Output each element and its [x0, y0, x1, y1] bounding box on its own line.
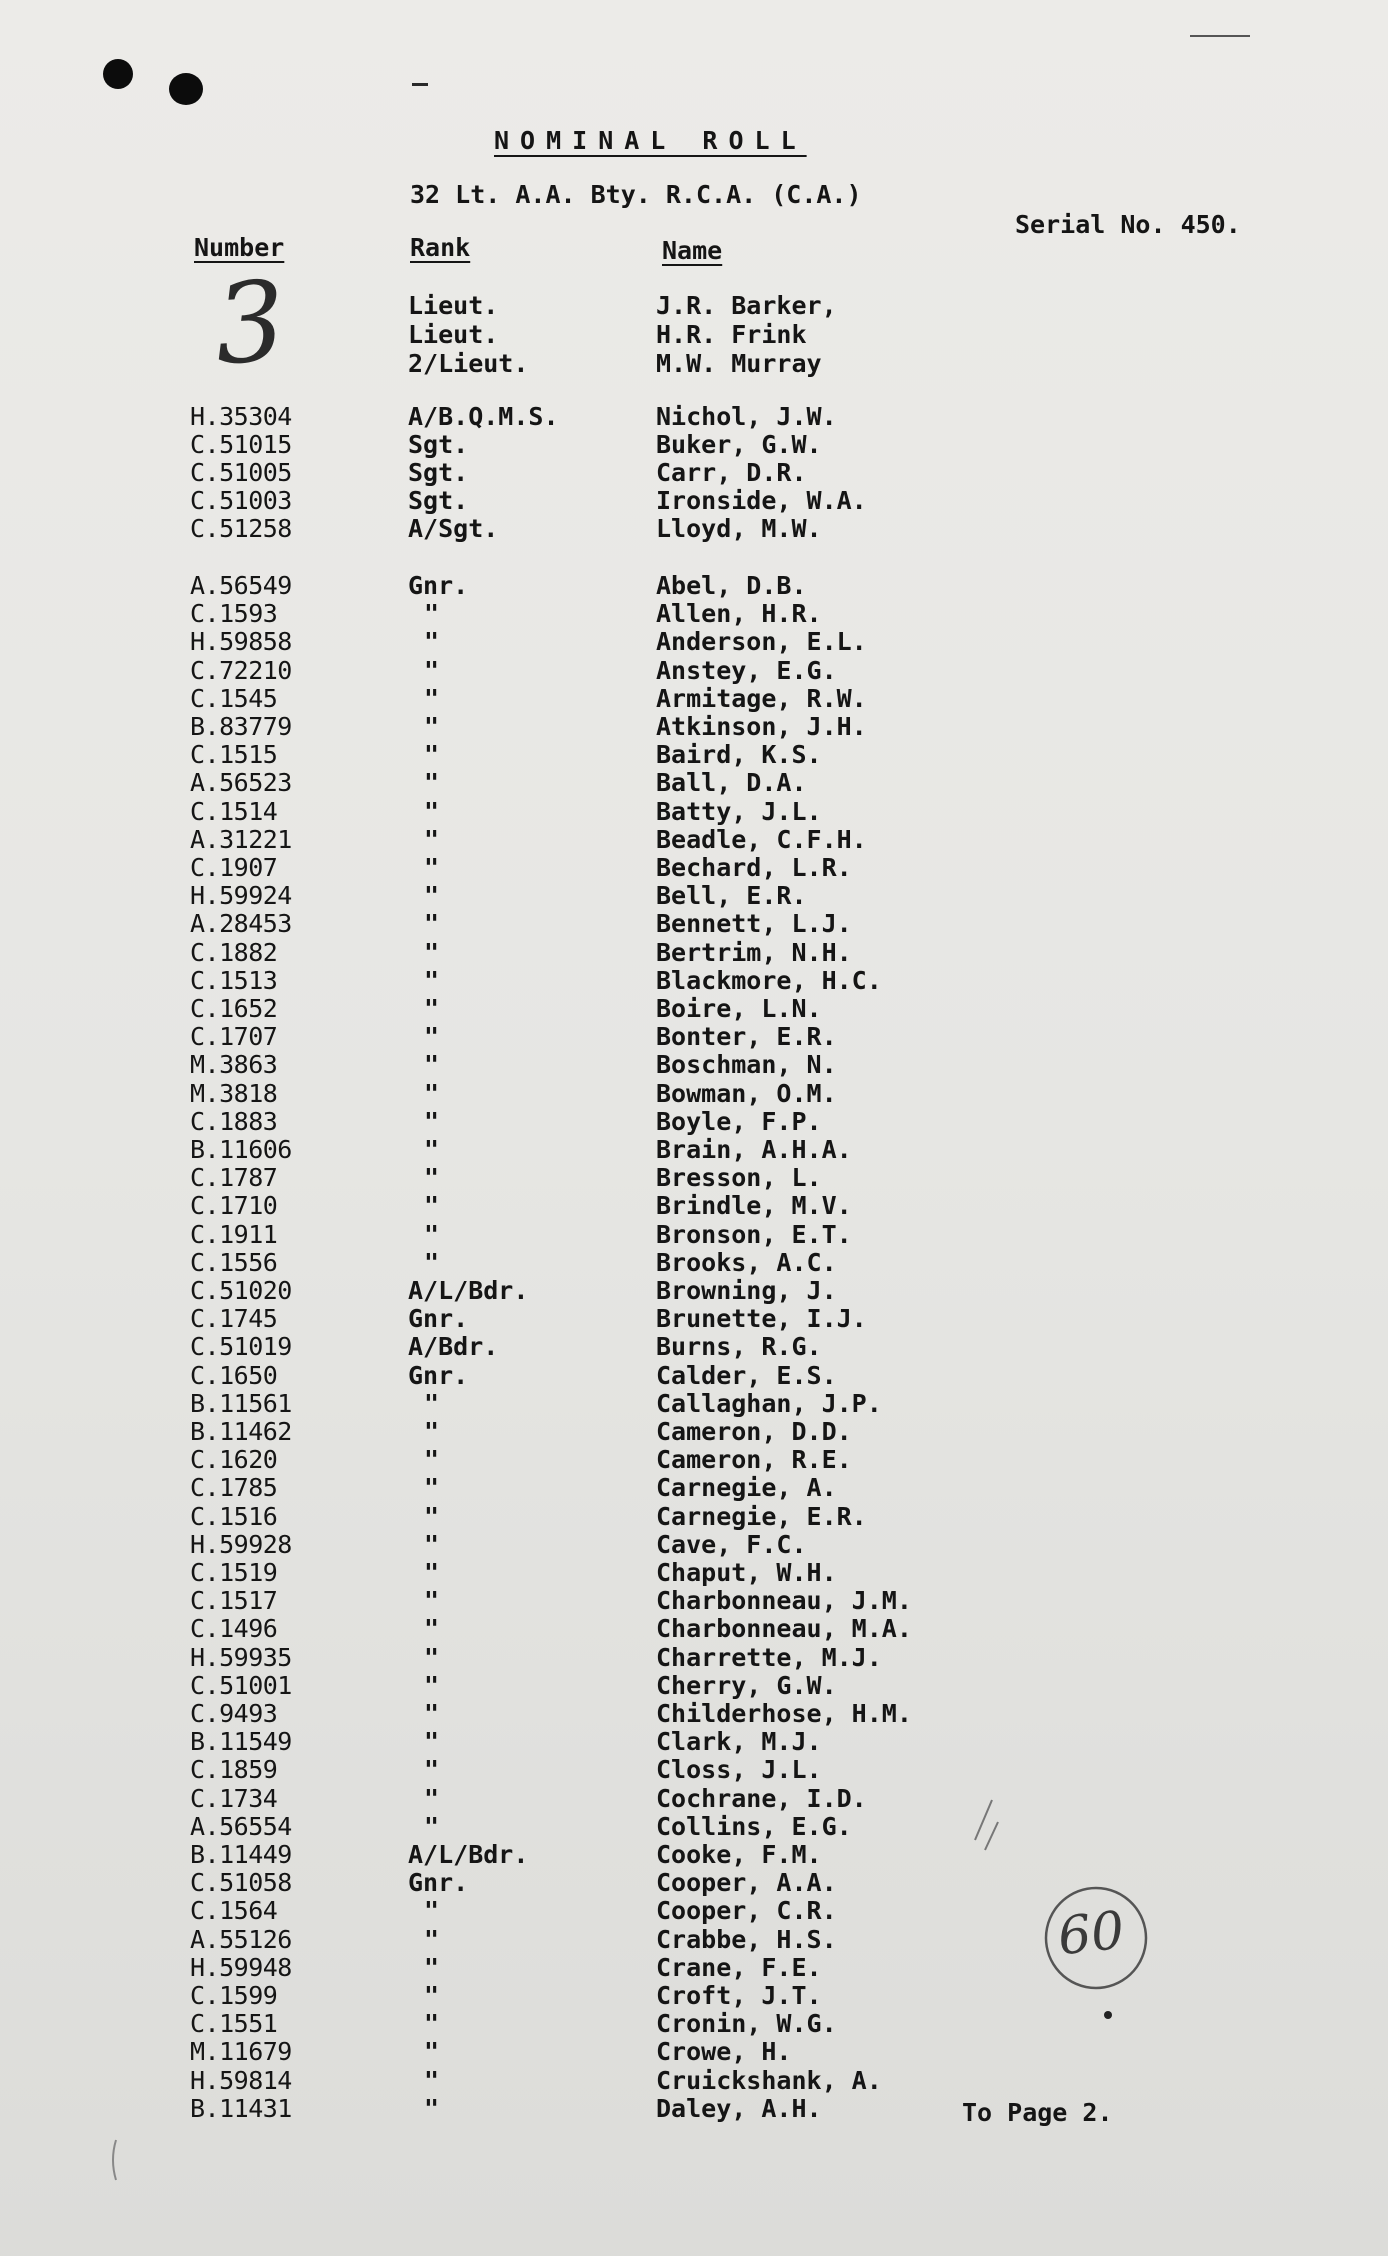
rank: ": [424, 740, 440, 769]
soldier-name: Charrette, M.J.: [656, 1643, 882, 1672]
soldier-name: Clark, M.J.: [656, 1727, 822, 1756]
soldier-name: Batty, J.L.: [656, 797, 822, 826]
service-number: C.1745: [190, 1304, 278, 1333]
rank: ": [424, 2037, 440, 2066]
soldier-name: Anstey, E.G.: [656, 656, 837, 685]
soldier-name: Bertrim, N.H.: [656, 938, 852, 967]
column-header-name: Name: [662, 236, 723, 265]
rank: ": [424, 1953, 440, 1982]
soldier-name: Callaghan, J.P.: [656, 1389, 882, 1418]
roll-entry: [0, 1305, 1388, 1333]
rank: ": [424, 1502, 440, 1531]
roll-entry: [0, 1192, 1388, 1220]
rank: ": [424, 1163, 440, 1192]
service-number: C.1599: [190, 1981, 278, 2010]
roll-entry: [0, 1785, 1388, 1813]
service-number: B.83779: [190, 712, 292, 741]
soldier-name: Bonter, E.R.: [656, 1022, 837, 1051]
rank: Lieut.: [408, 291, 499, 320]
roll-entry: [0, 657, 1388, 685]
soldier-name: Crowe, H.: [656, 2037, 792, 2066]
rank: Sgt.: [408, 430, 469, 459]
soldier-name: Closs, J.L.: [656, 1755, 822, 1784]
soldier-name: Browning, J.: [656, 1276, 837, 1305]
soldier-name: Daley, A.H.: [656, 2094, 822, 2123]
service-number: C.1785: [190, 1473, 278, 1502]
service-number: C.51001: [190, 1671, 292, 1700]
soldier-name: Crabbe, H.S.: [656, 1925, 837, 1954]
rank: Gnr.: [408, 1868, 469, 1897]
service-number: B.11462: [190, 1417, 292, 1446]
roll-entry: [0, 1531, 1388, 1559]
soldier-name: Bresson, L.: [656, 1163, 822, 1192]
roll-entry: [0, 1474, 1388, 1502]
soldier-name: Boyle, F.P.: [656, 1107, 822, 1136]
service-number: C.1652: [190, 994, 278, 1023]
service-number: C.1911: [190, 1220, 278, 1249]
handwritten-officer-count: 3: [210, 256, 290, 390]
service-number: C.51019: [190, 1332, 292, 1361]
roll-entry: [0, 350, 1388, 378]
soldier-name: Carr, D.R.: [656, 458, 807, 487]
rank: ": [424, 853, 440, 882]
soldier-name: Boschman, N.: [656, 1050, 837, 1079]
rank: Sgt.: [408, 458, 469, 487]
soldier-name: Brooks, A.C.: [656, 1248, 837, 1277]
roll-entry: [0, 487, 1388, 515]
soldier-name: Ball, D.A.: [656, 768, 807, 797]
soldier-name: Brindle, M.V.: [656, 1191, 852, 1220]
service-number: C.51058: [190, 1868, 292, 1897]
service-number: C.1710: [190, 1191, 278, 1220]
rank: ": [424, 599, 440, 628]
roll-entry: [0, 1756, 1388, 1784]
rank: ": [424, 712, 440, 741]
service-number: H.35304: [190, 402, 292, 431]
rank: ": [424, 1220, 440, 1249]
rank: Gnr.: [408, 571, 469, 600]
service-number: H.59935: [190, 1643, 292, 1672]
soldier-name: Cronin, W.G.: [656, 2009, 837, 2038]
roll-entry: [0, 2038, 1388, 2066]
soldier-name: Bronson, E.T.: [656, 1220, 852, 1249]
soldier-name: Beadle, C.F.H.: [656, 825, 867, 854]
roll-entry: [0, 826, 1388, 854]
service-number: C.1516: [190, 1502, 278, 1531]
roll-entry: [0, 1982, 1388, 2010]
roll-entry: [0, 1897, 1388, 1925]
service-number: C.1515: [190, 740, 278, 769]
soldier-name: Childerhose, H.M.: [656, 1699, 912, 1728]
service-number: C.9493: [190, 1699, 278, 1728]
roll-entry: [0, 995, 1388, 1023]
rank: ": [424, 1896, 440, 1925]
soldier-name: Collins, E.G.: [656, 1812, 852, 1841]
soldier-name: Anderson, E.L.: [656, 627, 867, 656]
soldier-name: Crane, F.E.: [656, 1953, 822, 1982]
soldier-name: Carnegie, E.R.: [656, 1502, 867, 1531]
service-number: A.31221: [190, 825, 292, 854]
roll-entry: [0, 1587, 1388, 1615]
rank: A/L/Bdr.: [408, 1840, 529, 1869]
roll-entry: [0, 1023, 1388, 1051]
rank: Sgt.: [408, 486, 469, 515]
service-number: C.1513: [190, 966, 278, 995]
soldier-name: Nichol, J.W.: [656, 402, 837, 431]
rank: A/B.Q.M.S.: [408, 402, 559, 431]
rank: A/Bdr.: [408, 1332, 499, 1361]
service-number: C.1564: [190, 1896, 278, 1925]
roll-entry: [0, 1672, 1388, 1700]
roll-entry: [0, 1080, 1388, 1108]
soldier-name: J.R. Barker,: [656, 291, 837, 320]
rank: ": [424, 2094, 440, 2123]
roll-entry: [0, 769, 1388, 797]
service-number: C.1514: [190, 797, 278, 826]
continuation-note: To Page 2.: [962, 2098, 1113, 2127]
service-number: H.59814: [190, 2066, 292, 2095]
roll-entry: [0, 1277, 1388, 1305]
roll-entry: [0, 1418, 1388, 1446]
service-number: B.11431: [190, 2094, 292, 2123]
rank: ": [424, 1643, 440, 1672]
roll-entry: [0, 1954, 1388, 1982]
soldier-name: Abel, D.B.: [656, 571, 807, 600]
rank: ": [424, 1699, 440, 1728]
service-number: M.3863: [190, 1050, 278, 1079]
rank: ": [424, 1784, 440, 1813]
rank: ": [424, 1135, 440, 1164]
service-number: C.1734: [190, 1784, 278, 1813]
service-number: B.11561: [190, 1389, 292, 1418]
roll-entry: [0, 2067, 1388, 2095]
rank: ": [424, 1022, 440, 1051]
rank: A/L/Bdr.: [408, 1276, 529, 1305]
service-number: C.1787: [190, 1163, 278, 1192]
service-number: H.59858: [190, 627, 292, 656]
service-number: C.1859: [190, 1755, 278, 1784]
roll-entry: [0, 967, 1388, 995]
service-number: C.1496: [190, 1614, 278, 1643]
roll-entry: [0, 1869, 1388, 1897]
soldier-name: Charbonneau, J.M.: [656, 1586, 912, 1615]
roll-entry: [0, 2010, 1388, 2038]
soldier-name: Atkinson, J.H.: [656, 712, 867, 741]
rank: ": [424, 684, 440, 713]
rank: ": [424, 1981, 440, 2010]
soldier-name: Ironside, W.A.: [656, 486, 867, 515]
soldier-name: Boire, L.N.: [656, 994, 822, 1023]
rank: ": [424, 627, 440, 656]
rank: ": [424, 1445, 440, 1474]
roll-entry: [0, 2095, 1388, 2123]
soldier-name: Carnegie, A.: [656, 1473, 837, 1502]
soldier-name: Blackmore, H.C.: [656, 966, 882, 995]
service-number: C.51003: [190, 486, 292, 515]
roll-entry: [0, 939, 1388, 967]
soldier-name: Croft, J.T.: [656, 1981, 822, 2010]
soldier-name: Chaput, W.H.: [656, 1558, 837, 1587]
rank: ": [424, 909, 440, 938]
service-number: C.1883: [190, 1107, 278, 1136]
service-number: C.1907: [190, 853, 278, 882]
roll-entry: [0, 1644, 1388, 1672]
rank: ": [424, 881, 440, 910]
rank: ": [424, 825, 440, 854]
roll-entry: [0, 1051, 1388, 1079]
rank: ": [424, 1248, 440, 1277]
column-header-number: Number: [194, 233, 285, 262]
rank: Gnr.: [408, 1361, 469, 1390]
service-number: C.1650: [190, 1361, 278, 1390]
roll-entry: [0, 459, 1388, 487]
rank: ": [424, 966, 440, 995]
roll-entry: [0, 600, 1388, 628]
roll-entry: [0, 321, 1388, 349]
roll-entry: [0, 1221, 1388, 1249]
roll-entry: [0, 515, 1388, 543]
rank: ": [424, 938, 440, 967]
service-number: C.1519: [190, 1558, 278, 1587]
rank: ": [424, 1417, 440, 1446]
service-number: B.11606: [190, 1135, 292, 1164]
service-number: C.51015: [190, 430, 292, 459]
roll-entry: [0, 1446, 1388, 1474]
roll-entry: [0, 1615, 1388, 1643]
rank: ": [424, 2009, 440, 2038]
service-number: A.28453: [190, 909, 292, 938]
rank: ": [424, 797, 440, 826]
column-header-rank: Rank: [410, 233, 471, 262]
roll-entry: [0, 1362, 1388, 1390]
rank: ": [424, 1755, 440, 1784]
service-number: H.59924: [190, 881, 292, 910]
rank: ": [424, 1558, 440, 1587]
handwritten-folio-number: 60: [1055, 1900, 1128, 1968]
soldier-name: Cochrane, I.D.: [656, 1784, 867, 1813]
rank: ": [424, 1671, 440, 1700]
service-number: H.59928: [190, 1530, 292, 1559]
rank: Lieut.: [408, 320, 499, 349]
serial-number: Serial No. 450.: [1015, 210, 1241, 239]
soldier-name: Lloyd, M.W.: [656, 514, 822, 543]
service-number: B.11449: [190, 1840, 292, 1869]
service-number: C.1551: [190, 2009, 278, 2038]
soldier-name: Charbonneau, M.A.: [656, 1614, 912, 1643]
rank: 2/Lieut.: [408, 349, 529, 378]
soldier-name: Calder, E.S.: [656, 1361, 837, 1390]
rank: ": [424, 1389, 440, 1418]
service-number: M.11679: [190, 2037, 292, 2066]
roll-entry: [0, 685, 1388, 713]
soldier-name: Bechard, L.R.: [656, 853, 852, 882]
service-number: C.72210: [190, 656, 292, 685]
roll-entry: [0, 882, 1388, 910]
service-number: A.55126: [190, 1925, 292, 1954]
roll-entry: [0, 292, 1388, 320]
soldier-name: Burns, R.G.: [656, 1332, 822, 1361]
rank: A/Sgt.: [408, 514, 499, 543]
soldier-name: Cameron, D.D.: [656, 1417, 852, 1446]
rank: ": [424, 1727, 440, 1756]
rank: ": [424, 1473, 440, 1502]
soldier-name: Brunette, I.J.: [656, 1304, 867, 1333]
service-number: C.1707: [190, 1022, 278, 1051]
rank: ": [424, 994, 440, 1023]
rank: ": [424, 1586, 440, 1615]
service-number: C.1545: [190, 684, 278, 713]
rank: ": [424, 2066, 440, 2095]
roll-entry: [0, 713, 1388, 741]
service-number: C.51020: [190, 1276, 292, 1305]
rank: ": [424, 1191, 440, 1220]
rank: Gnr.: [408, 1304, 469, 1333]
roll-entry: [0, 854, 1388, 882]
soldier-name: Cruickshank, A.: [656, 2066, 882, 2095]
rank: ": [424, 1925, 440, 1954]
soldier-name: M.W. Murray: [656, 349, 822, 378]
soldier-name: Bennett, L.J.: [656, 909, 852, 938]
soldier-name: H.R. Frink: [656, 320, 807, 349]
soldier-name: Buker, G.W.: [656, 430, 822, 459]
service-number: C.1517: [190, 1586, 278, 1615]
roll-entry: [0, 910, 1388, 938]
service-number: C.51258: [190, 514, 292, 543]
soldier-name: Allen, H.R.: [656, 599, 822, 628]
roll-entry: [0, 628, 1388, 656]
service-number: H.59948: [190, 1953, 292, 1982]
roll-entry: [0, 741, 1388, 769]
soldier-name: Cameron, R.E.: [656, 1445, 852, 1474]
roll-entry: [0, 1813, 1388, 1841]
roll-entry: [0, 572, 1388, 600]
soldier-name: Bell, E.R.: [656, 881, 807, 910]
rank: ": [424, 1079, 440, 1108]
roll-entry: [0, 1108, 1388, 1136]
service-number: A.56549: [190, 571, 292, 600]
roll-entry: [0, 1728, 1388, 1756]
rank: ": [424, 1530, 440, 1559]
rank: ": [424, 656, 440, 685]
service-number: C.51005: [190, 458, 292, 487]
roll-entry: [0, 798, 1388, 826]
roll-entry: [0, 1841, 1388, 1869]
soldier-name: Baird, K.S.: [656, 740, 822, 769]
soldier-name: Cooper, C.R.: [656, 1896, 837, 1925]
service-number: C.1593: [190, 599, 278, 628]
service-number: C.1882: [190, 938, 278, 967]
roll-entry: [0, 1164, 1388, 1192]
rank: ": [424, 1614, 440, 1643]
service-number: A.56554: [190, 1812, 292, 1841]
soldier-name: Cave, F.C.: [656, 1530, 807, 1559]
service-number: C.1620: [190, 1445, 278, 1474]
soldier-name: Brain, A.H.A.: [656, 1135, 852, 1164]
soldier-name: Armitage, R.W.: [656, 684, 867, 713]
roll-entry: [0, 1559, 1388, 1587]
soldier-name: Bowman, O.M.: [656, 1079, 837, 1108]
roll-entry: [0, 1700, 1388, 1728]
roll-entry: [0, 431, 1388, 459]
document-title: NOMINAL ROLL: [494, 126, 807, 155]
roll-entry: [0, 1249, 1388, 1277]
service-number: C.1556: [190, 1248, 278, 1277]
roll-entry: [0, 1926, 1388, 1954]
rank: ": [424, 1050, 440, 1079]
rank: ": [424, 768, 440, 797]
soldier-name: Cooper, A.A.: [656, 1868, 837, 1897]
service-number: B.11549: [190, 1727, 292, 1756]
service-number: M.3818: [190, 1079, 278, 1108]
soldier-name: Cooke, F.M.: [656, 1840, 822, 1869]
roll-entry: [0, 1390, 1388, 1418]
rank: ": [424, 1812, 440, 1841]
soldier-name: Cherry, G.W.: [656, 1671, 837, 1700]
roll-entry: [0, 403, 1388, 431]
unit-designation: 32 Lt. A.A. Bty. R.C.A. (C.A.): [410, 180, 862, 209]
rank: ": [424, 1107, 440, 1136]
roll-entry: [0, 1503, 1388, 1531]
service-number: A.56523: [190, 768, 292, 797]
roll-entry: [0, 1136, 1388, 1164]
roll-entry: [0, 1333, 1388, 1361]
